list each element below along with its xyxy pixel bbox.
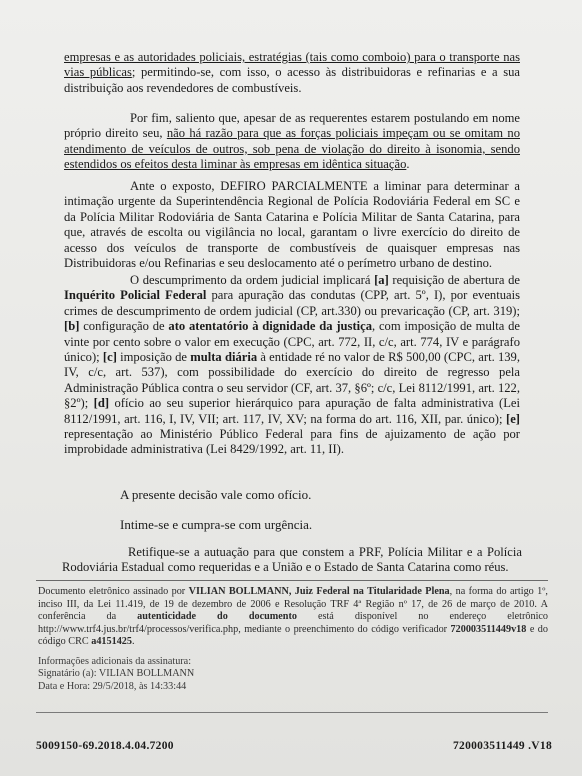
- signature-info: [38, 656, 194, 693]
- item-marker: [a]: [374, 273, 389, 287]
- paragraph-text: para apuração das condutas (CPP, art. 5º, I), por eventuais crimes de descumprimento de ordem judicial (CP, art.330) ou prevaricação (CP, art. 319);: [64, 288, 521, 318]
- paragraph-dispositivo: [64, 179, 520, 271]
- item-marker: [d]: [93, 396, 110, 411]
- paragraph-text: .: [406, 157, 410, 172]
- bold-text: Inquérito Policial Federal: [64, 288, 207, 303]
- signature-text: está disponível no endereço eletrônico http://www.trf4.jus.br/trf4/processos/verifica.php, mediante o preenchimento do código verificador: [38, 611, 549, 635]
- process-number: 5009150-69.2018.4.04.7200: [36, 740, 174, 752]
- underlined-text: não há razão para que as forças policiais impeçam ou se omitam no atendimento de veículos de outros, sob pena de violação do direito à isonomia, sendo estendidos os efeitos desta liminar às empresas em idêntica situação: [64, 126, 520, 172]
- authenticity-label: autenticidade do documento: [137, 611, 297, 623]
- paragraph-retifique: Retifique-se a autuação para que constem a PRF, Polícia Militar e a Polícia Rodoviária Estadual como requeridas e a União e o Estado de Santa Catarina como réus.: [62, 545, 522, 575]
- paragraph-text: ; permitindo-se, com isso, o acesso às distribuidoras e refinarias e a sua distribuição aos revendedores de combustíveis.: [64, 65, 521, 95]
- paragraph-isonomia: [64, 111, 520, 173]
- paragraph-text: à entidade ré no valor de R$ 500,00 (CPC, art. 139, IV, c/c, art. 537), com possibilidade do exercício do direito de regresso pela Administração Pública contra o seu servidor (CF, art. 37, §6º; c/c, Lei 8112/1991, art. 122, §2º);: [64, 350, 520, 411]
- bold-text: multa diária: [190, 350, 258, 365]
- bold-text: ato atentatório à dignidade da justiça: [168, 319, 373, 334]
- signature-block: [38, 586, 548, 649]
- item-marker: [e]: [506, 411, 520, 426]
- paragraph-sancoes: [64, 273, 520, 458]
- signature-text: Documento eletrônico assinado por: [38, 586, 189, 597]
- document-code: 720003511449 .V18: [452, 740, 552, 752]
- paragraph-text: , com imposição de multa de vinte por cento sobre o valor em execução (CPC, art. 772, II, c/c, art. 774, IV e parágrafo único);: [64, 319, 521, 365]
- verification-code: 720003511449v18: [450, 623, 527, 635]
- underlined-text: empresas e as autoridades policiais, estratégias (tais como comboio) para o transporte nas vias públicas: [64, 50, 520, 80]
- paragraph-text: O descumprimento da ordem judicial implicará: [130, 273, 375, 287]
- paragraph-intime: Intime-se e cumpra-se com urgência.: [120, 517, 313, 532]
- signature-text: , na forma do artigo 1º, inciso III, da Lei 11.419, de 19 de dezembro de 2006 e Resolução TRF 4ª Região nº 17, de 26 de março de 2010. A conferência da: [38, 586, 548, 623]
- signature-text: e do código CRC: [38, 623, 548, 648]
- signer-name: VILIAN BOLLMANN, Juiz Federal na Titularidade Plena: [188, 586, 450, 597]
- item-marker: [c]: [102, 350, 117, 365]
- item-marker: [b]: [64, 319, 80, 334]
- signature-text: .: [131, 636, 135, 648]
- info-signer: Signatário (a): VILIAN BOLLMANN: [38, 668, 195, 680]
- paragraph-text: Ante o exposto, DEFIRO PARCIALMENTE a liminar para determinar a intimação urgente da Superintendência Regional de Polícia Rodoviária Federal em SC e da Polícia Militar Rodoviária de Santa Catarina e Polícia Militar de Santa Catarina, para que, através de escolta ou vigilância no local, garantam o livre exercício do direito de acesso dos veículos de transporte de combustíveis de quaisquer empresas nas Distribuidoras e/ou Refinarias e seu deslocamento até o perímetro urbano de destino.: [64, 179, 520, 271]
- divider-bottom: [36, 712, 548, 713]
- paragraph-text: Por fim, saliento que, apesar de as requerentes estarem postulando em nome próprio direito seu,: [64, 111, 520, 141]
- paragraph-text: configuração de: [79, 319, 169, 334]
- paragraph-text: imposição de: [116, 350, 191, 365]
- info-heading: Informações adicionais da assinatura:: [38, 656, 192, 667]
- divider-top: [36, 580, 548, 581]
- info-datetime: Data e Hora: 29/5/2018, às 14:33:44: [38, 680, 187, 692]
- crc-code: a4151425: [91, 636, 132, 648]
- paragraph-text: requisição de abertura de: [388, 273, 521, 287]
- paragraph-comboio: [64, 50, 520, 96]
- paragraph-text: representação ao Ministério Público Federal para fins de ajuizamento de ação por improbidade administrativa (Lei 8429/1992, art. 11, II).: [64, 427, 520, 457]
- paragraph-oficio: A presente decisão vale como ofício.: [120, 487, 312, 502]
- paragraph-text: ofício ao seu superior hierárquico para apuração de falta administrativa (Lei 8112/1991, art. 116, I, IV, VII; art. 117, IV, XV; na forma do art. 116, XII, par. único);: [64, 396, 520, 426]
